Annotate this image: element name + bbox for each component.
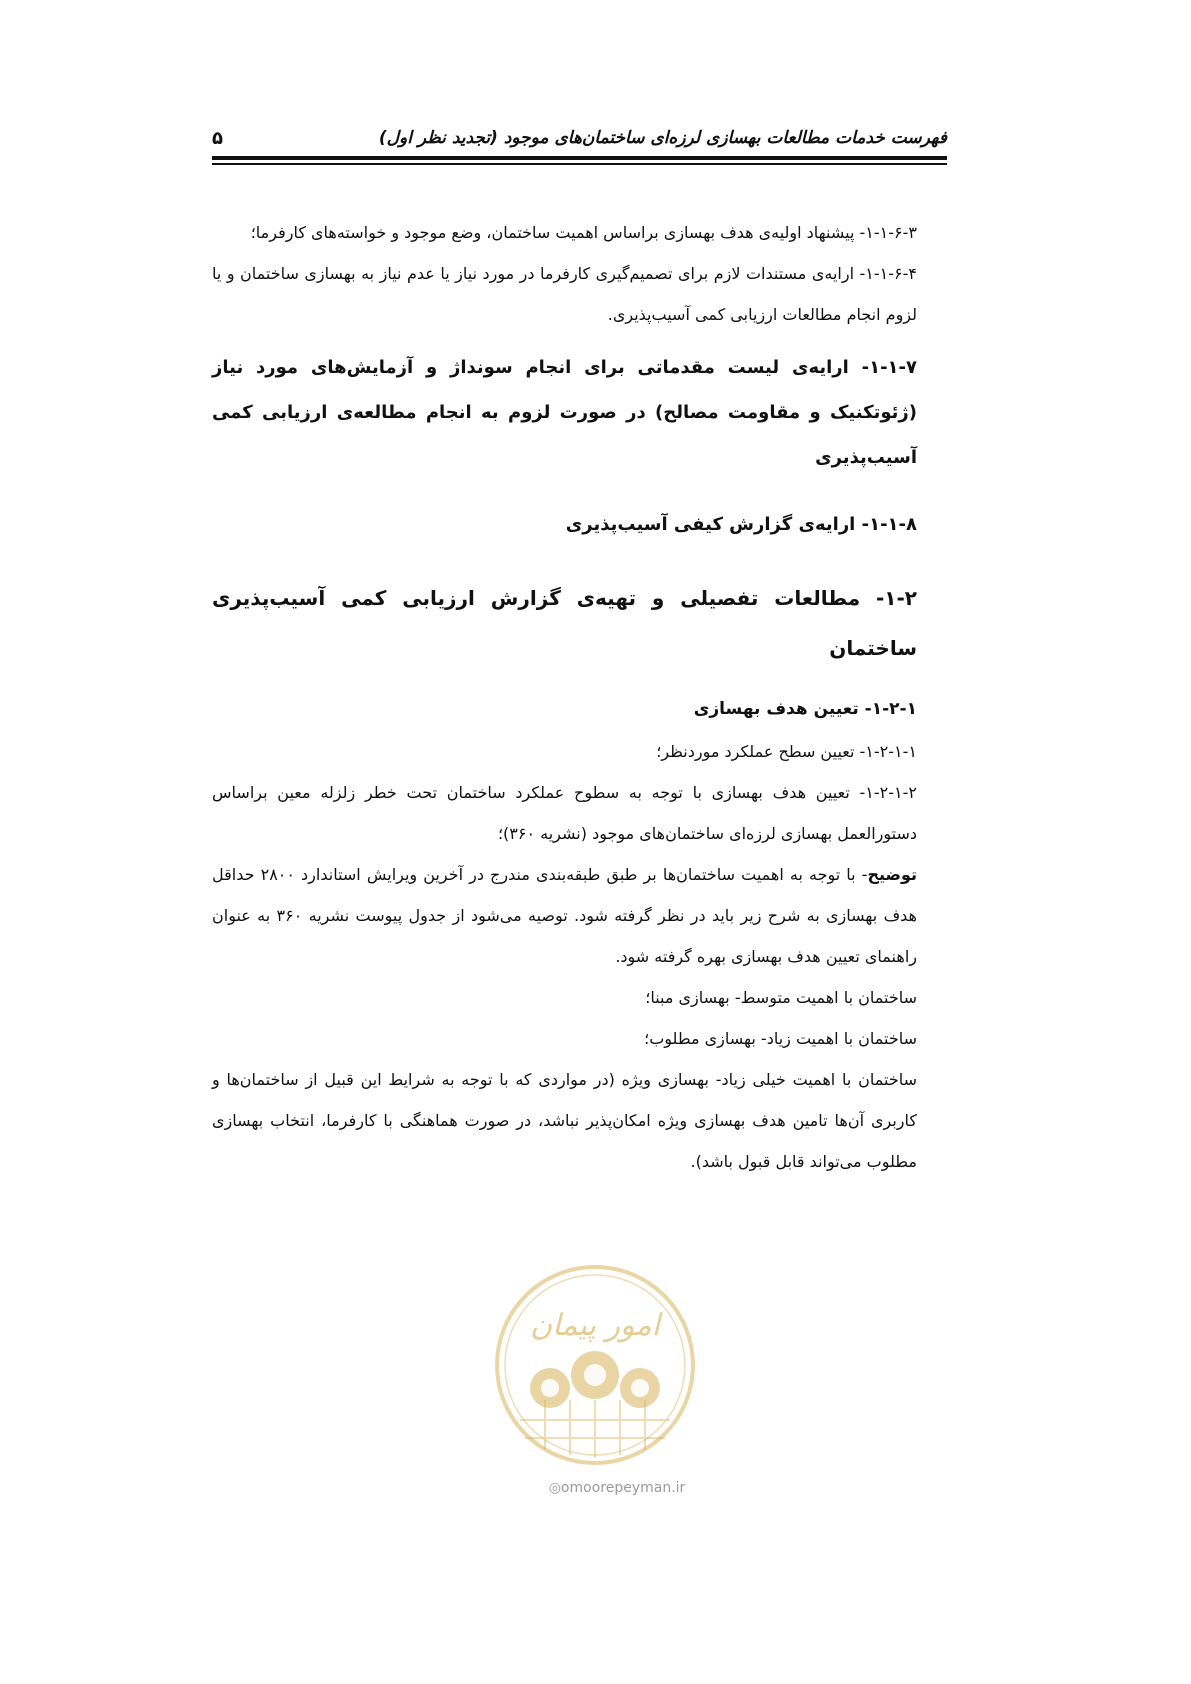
- list-item-1211: ۱-۲-۱-۱- تعیین سطح عملکرد موردنظر؛: [656, 742, 917, 761]
- list-item-1164: ۱-۱-۶-۴- ارایه‌ی مستندات لازم برای تصمیم‌گیری کارفرما در مورد نیاز یا عدم نیاز به بهسازی ساختمان و یا لزوم انجام مطالعات ارزیابی کمی آسیب‌پذیری.: [212, 264, 917, 324]
- note-text: - با توجه به اهمیت ساختمان‌ها بر طبق طبقه‌بندی مندرج در آخرین ویرایش استاندارد ۲۸۰۰ حداقل هدف بهسازی به شرح زیر باید در نظر گرفته شود. توصیه می‌شود از جدول پیوست نشریه ۳۶۰ به عنوان راهنمای تعیین هدف بهسازی بهره گرفته شود.: [212, 865, 917, 966]
- watermark-site-text: omoorepeyman.ir: [560, 1480, 686, 1496]
- heading-121: ۱-۲-۱- تعیین هدف بهسازی: [693, 699, 917, 719]
- header-rule-thick: [212, 156, 947, 160]
- list-item-1163: ۱-۱-۶-۳- پیشنهاد اولیه‌ی هدف بهسازی براساس اهمیت ساختمان، وضع موجود و خواسته‌های کارفرما؛: [250, 223, 917, 242]
- importance-high-item: ساختمان با اهمیت زیاد- بهسازی مطلوب؛: [644, 1029, 917, 1048]
- watermark-site: [517, 1480, 717, 1496]
- heading-117: ۱-۱-۷- ارایه‌ی لیست مقدماتی برای انجام سونداژ و آزمایش‌های مورد نیاز (ژئوتکنیک و مقاومت مصالح) در صورت لزوم به انجام مطالعه‌ی ارزیابی کمی آسیب‌پذیری: [212, 357, 917, 468]
- header-rule-thin: [212, 163, 947, 165]
- note-label: توضیح: [867, 865, 918, 884]
- heading-118: ۱-۱-۸- ارایه‌ی گزارش کیفی آسیب‌پذیری: [565, 514, 917, 535]
- header-title: فهرست خدمات مطالعات بهسازی لرزه‌ای ساختمان‌های موجود (تجدید نظر اول): [378, 128, 947, 148]
- importance-very-high-item: ساختمان با اهمیت خیلی زیاد- بهسازی ویژه (در مواردی که با توجه به شرایط این قبیل از ساختمان‌ها و کاربری آن‌ها تامین هدف بهسازی ویژه امکان‌پذیر نباشد، در صورت هماهنگی با کارفرما، انتخاب بهسازی مطلوب می‌تواند قابل قبول باشد).: [212, 1070, 917, 1171]
- list-item-1212: ۱-۲-۱-۲- تعیین هدف بهسازی با توجه به سطوح عملکرد ساختمان تحت خطر زلزله معین براساس دستورالعمل بهسازی لرزه‌ای ساختمان‌های موجود (نشریه ۳۶۰)؛: [212, 783, 917, 843]
- heading-12: ۱-۲- مطالعات تفصیلی و تهیه‌ی گزارش ارزیابی کمی آسیب‌پذیری ساختمان: [212, 586, 917, 660]
- page-number: ۵: [212, 128, 223, 149]
- page-body: [212, 212, 917, 1182]
- page-header: [212, 128, 947, 158]
- watermark-logo: [490, 1260, 700, 1480]
- watermark-site-icon: ◎: [548, 1480, 561, 1496]
- importance-medium-item: ساختمان با اهمیت متوسط- بهسازی مبنا؛: [645, 988, 917, 1007]
- note-paragraph: [212, 854, 917, 977]
- watermark-logo-text: امور پیمان: [530, 1308, 660, 1343]
